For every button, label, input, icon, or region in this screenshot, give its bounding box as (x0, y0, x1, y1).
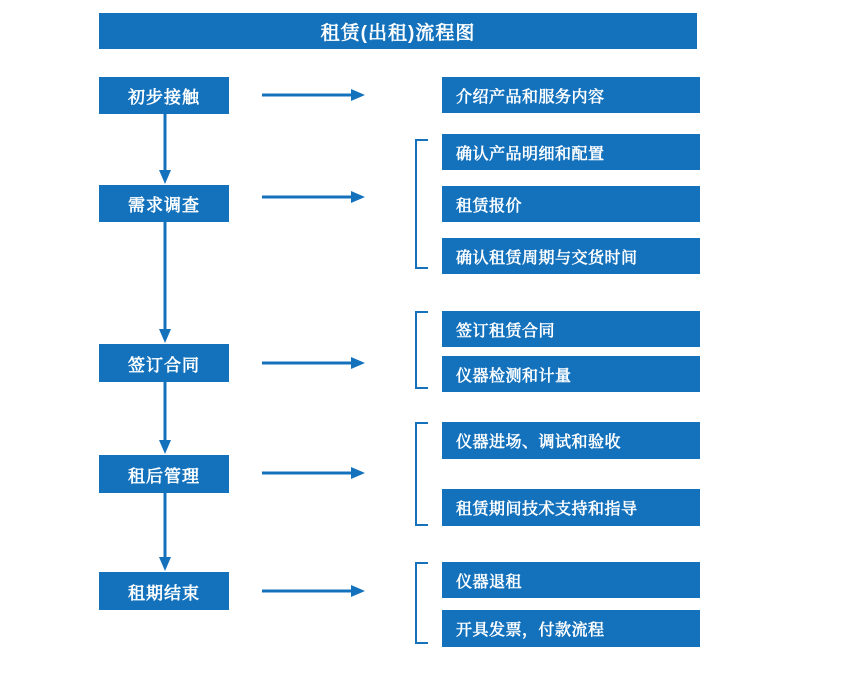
stage-label-1: 初步接触 (128, 88, 200, 107)
connector-arrow-right-3 (262, 356, 366, 368)
group-bracket-3 (413, 311, 429, 389)
task-box-3[interactable] (442, 186, 700, 222)
task-label-4: 确认租赁周期与交货时间 (456, 249, 638, 267)
connector-arrow-right-1 (262, 88, 366, 100)
task-label-5: 签订租赁合同 (456, 322, 556, 340)
stage-box-3[interactable] (99, 344, 229, 382)
task-label-10: 开具发票，付款流程 (456, 622, 605, 639)
task-box-9[interactable] (442, 562, 700, 598)
task-label-3: 租赁报价 (456, 197, 523, 215)
stage-label-3: 签订合同 (128, 355, 200, 375)
task-label-2: 确认产品明细和配置 (456, 145, 605, 163)
stage-box-2[interactable] (99, 185, 229, 222)
task-label-9: 仪器退租 (456, 573, 523, 591)
connector-arrow-right-2 (262, 190, 366, 202)
stage-label-2: 需求调查 (128, 196, 200, 215)
stage-label-5: 租期结束 (128, 583, 200, 603)
group-bracket-5 (413, 562, 429, 644)
connector-arrow-down-3 (158, 382, 170, 455)
page-title: 租赁(出租)流程图 (99, 13, 697, 49)
connector-arrow-down-2 (158, 222, 170, 344)
task-box-10[interactable] (442, 610, 700, 647)
task-box-1[interactable] (442, 77, 700, 113)
stage-label-4: 租后管理 (128, 466, 200, 486)
task-box-7[interactable] (442, 422, 700, 459)
group-bracket-2 (413, 139, 429, 269)
task-box-6[interactable] (442, 356, 700, 392)
task-box-5[interactable] (442, 311, 700, 347)
connector-arrow-right-5 (262, 584, 366, 596)
task-label-6: 仪器检测和计量 (456, 367, 572, 385)
task-label-1: 介绍产品和服务内容 (456, 88, 605, 106)
connector-arrow-right-4 (262, 466, 366, 478)
group-bracket-4 (413, 422, 429, 526)
stage-box-1[interactable] (99, 77, 229, 114)
stage-box-5[interactable] (99, 572, 229, 610)
task-label-7: 仪器进场、调试和验收 (456, 434, 622, 451)
connector-arrow-down-1 (158, 114, 170, 185)
task-label-8: 租赁期间技术支持和指导 (456, 501, 638, 518)
stage-box-4[interactable] (99, 455, 229, 493)
connector-arrow-down-4 (158, 493, 170, 572)
task-box-2[interactable] (442, 134, 700, 170)
task-box-8[interactable] (442, 489, 700, 526)
task-box-4[interactable] (442, 238, 700, 274)
